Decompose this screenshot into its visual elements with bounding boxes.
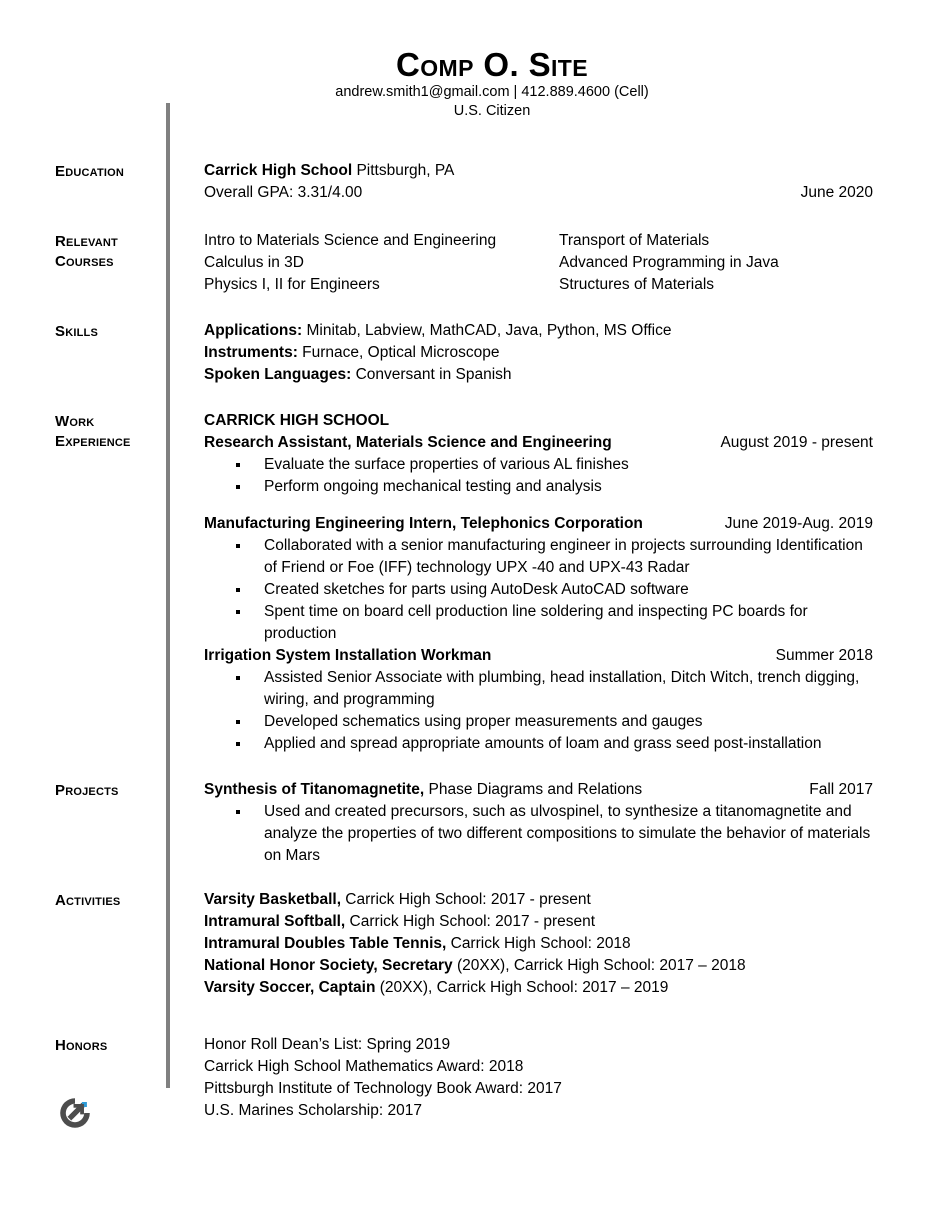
bullet-item: Applied and spread appropriate amounts of loam and grass seed post-installation: [204, 733, 873, 755]
skill-value: Conversant in Spanish: [351, 366, 512, 383]
resume-sections: [0, 160, 934, 1122]
bullet-item: Collaborated with a senior manufacturing engineer in projects surrounding Identification of Friend or Foe (IFF) technology UPX -40 and UPX-43 Radar: [204, 535, 873, 579]
honor-item: Honor Roll Dean’s List: Spring 2019: [204, 1036, 451, 1053]
bullet-item: Spent time on board cell production line soldering and inspecting PC boards for production: [204, 601, 873, 645]
section-label-line1: Work: [55, 413, 95, 430]
education-date: June 2020: [800, 184, 873, 201]
honor-item: Carrick High School Mathematics Award: 2018: [204, 1058, 524, 1075]
project-title: [204, 779, 654, 801]
skill-value: Furnace, Optical Microscope: [297, 344, 500, 361]
bullet-item: Used and created precursors, such as ulvospinel, to synthesize a titanomagnetite and analyze the properties of two different compositions to simulate the behavior of materials on Mars: [204, 801, 873, 867]
course-item: Physics I, II for Engineers: [204, 276, 380, 293]
section-body-activities: [145, 889, 934, 999]
activity-name: Intramural Softball,: [204, 913, 346, 930]
courses-column-right: [559, 230, 873, 296]
skill-label: Instruments:: [204, 344, 298, 361]
courses-column-left: [204, 230, 559, 296]
project-header: [204, 779, 873, 801]
section-body-work-experience: [145, 410, 934, 755]
skill-value: Minitab, Labview, MathCAD, Java, Python, MS Office: [302, 322, 672, 339]
section-body-skills: [145, 320, 934, 386]
section-relevant-courses: [0, 230, 934, 296]
bullet-item: Evaluate the surface properties of various AL finishes: [204, 454, 873, 476]
skill-item: [204, 342, 873, 364]
education-gpa-row: [204, 182, 873, 204]
section-work-experience: [0, 410, 934, 755]
spacer: [0, 386, 934, 410]
section-skills: [0, 320, 934, 386]
section-body-education: [145, 160, 934, 204]
activity-name: Varsity Basketball,: [204, 891, 341, 908]
skill-label: Applications:: [204, 322, 303, 339]
course-item: Structures of Materials: [559, 276, 715, 293]
spacer: [0, 999, 934, 1034]
work-organization: CARRICK HIGH SCHOOL: [204, 412, 390, 429]
activity-name: Intramural Doubles Table Tennis,: [204, 935, 447, 952]
work-role-date: June 2019-Aug. 2019: [724, 515, 873, 532]
skill-item: [204, 364, 873, 386]
section-label-projects: Projects: [55, 782, 119, 799]
section-label-education: Education: [55, 163, 125, 180]
work-role-title: Research Assistant, Materials Science and Engineering: [204, 434, 612, 451]
candidate-name: Comp O. Site: [396, 46, 588, 83]
circle-arrow-logo: [57, 1095, 93, 1131]
activity-detail: (20XX), Carrick High School: 2017 – 2018: [452, 957, 746, 974]
work-role-header: [204, 432, 873, 454]
course-item: Transport of Materials: [559, 232, 710, 249]
section-projects: [0, 779, 934, 867]
project-title-bold: Synthesis of Titanomagnetite,: [204, 781, 425, 798]
work-role-title: Manufacturing Engineering Intern, Telephonics Corporation: [204, 515, 643, 532]
section-label-relevant-courses: [0, 230, 145, 271]
section-label-line1: Relevant: [55, 233, 118, 250]
project-bullets: [204, 801, 873, 867]
activity-detail: Carrick High School: 2017 - present: [341, 891, 591, 908]
activity-detail: (20XX), Carrick High School: 2017 – 2019: [375, 979, 669, 996]
project-date: Fall 2017: [809, 781, 873, 798]
activity-item: [204, 889, 873, 911]
section-label-activities: Activities: [55, 892, 121, 909]
section-body-projects: [145, 779, 934, 867]
section-label-honors: Honors: [55, 1037, 108, 1054]
work-role-bullets: [204, 535, 873, 645]
section-label-line2: Courses: [55, 252, 114, 270]
honor-item: Pittsburgh Institute of Technology Book Award: 2017: [204, 1080, 562, 1097]
citizenship: U.S. Citizen: [453, 103, 531, 120]
course-item: Advanced Programming in Java: [559, 254, 779, 271]
education-school-line: [204, 160, 873, 182]
work-role-date: August 2019 - present: [720, 434, 873, 451]
spacer: [0, 755, 934, 779]
work-role-header: [204, 513, 873, 535]
activity-name: Varsity Soccer, Captain: [204, 979, 376, 996]
section-honors: [0, 1034, 934, 1122]
bullet-item: Developed schematics using proper measurements and gauges: [204, 711, 873, 733]
section-education: [0, 160, 934, 204]
course-item: Calculus in 3D: [204, 254, 304, 271]
honor-item: U.S. Marines Scholarship: 2017: [204, 1102, 422, 1119]
project-title-rest: Phase Diagrams and Relations: [424, 781, 643, 798]
activity-detail: Carrick High School: 2018: [446, 935, 631, 952]
bullet-item: Perform ongoing mechanical testing and analysis: [204, 476, 873, 498]
bullet-item: Created sketches for parts using AutoDesk AutoCAD software: [204, 579, 873, 601]
spacer: [0, 296, 934, 320]
section-label-work-experience: [0, 410, 145, 451]
activity-detail: Carrick High School: 2017 - present: [345, 913, 596, 930]
section-activities: [0, 889, 934, 999]
work-role-header: [204, 645, 873, 667]
education-gpa: Overall GPA: 3.31/4.00: [204, 184, 363, 201]
activity-item: [204, 977, 873, 999]
course-item: Intro to Materials Science and Engineering: [204, 232, 497, 249]
activity-name: National Honor Society, Secretary: [204, 957, 453, 974]
work-role-date: Summer 2018: [775, 647, 873, 664]
skill-item: [204, 320, 873, 342]
activity-item: [204, 955, 873, 977]
section-label-skills: Skills: [55, 323, 98, 340]
courses-columns: [204, 230, 873, 296]
section-body-honors: [145, 1034, 934, 1122]
work-role-bullets: [204, 454, 873, 498]
section-body-relevant-courses: [145, 230, 934, 296]
activity-item: [204, 933, 873, 955]
skill-label: Spoken Languages:: [204, 366, 352, 383]
section-label-line2: Experience: [55, 432, 131, 450]
education-school-name: Carrick High School: [204, 162, 353, 179]
work-role-bullets: [204, 667, 873, 755]
contact-info: andrew.smith1@gmail.com | 412.889.4600 (Cell): [335, 83, 649, 100]
activity-item: [204, 911, 873, 933]
spacer: [0, 204, 934, 230]
spacer: [0, 867, 934, 889]
spacer: [204, 498, 873, 513]
resume-header: [0, 48, 934, 122]
work-role-title: Irrigation System Installation Workman: [204, 647, 492, 664]
education-school-location: Pittsburgh, PA: [352, 162, 455, 179]
bullet-item: Assisted Senior Associate with plumbing, head installation, Ditch Witch, trench digging, wiring, and programming: [204, 667, 873, 711]
